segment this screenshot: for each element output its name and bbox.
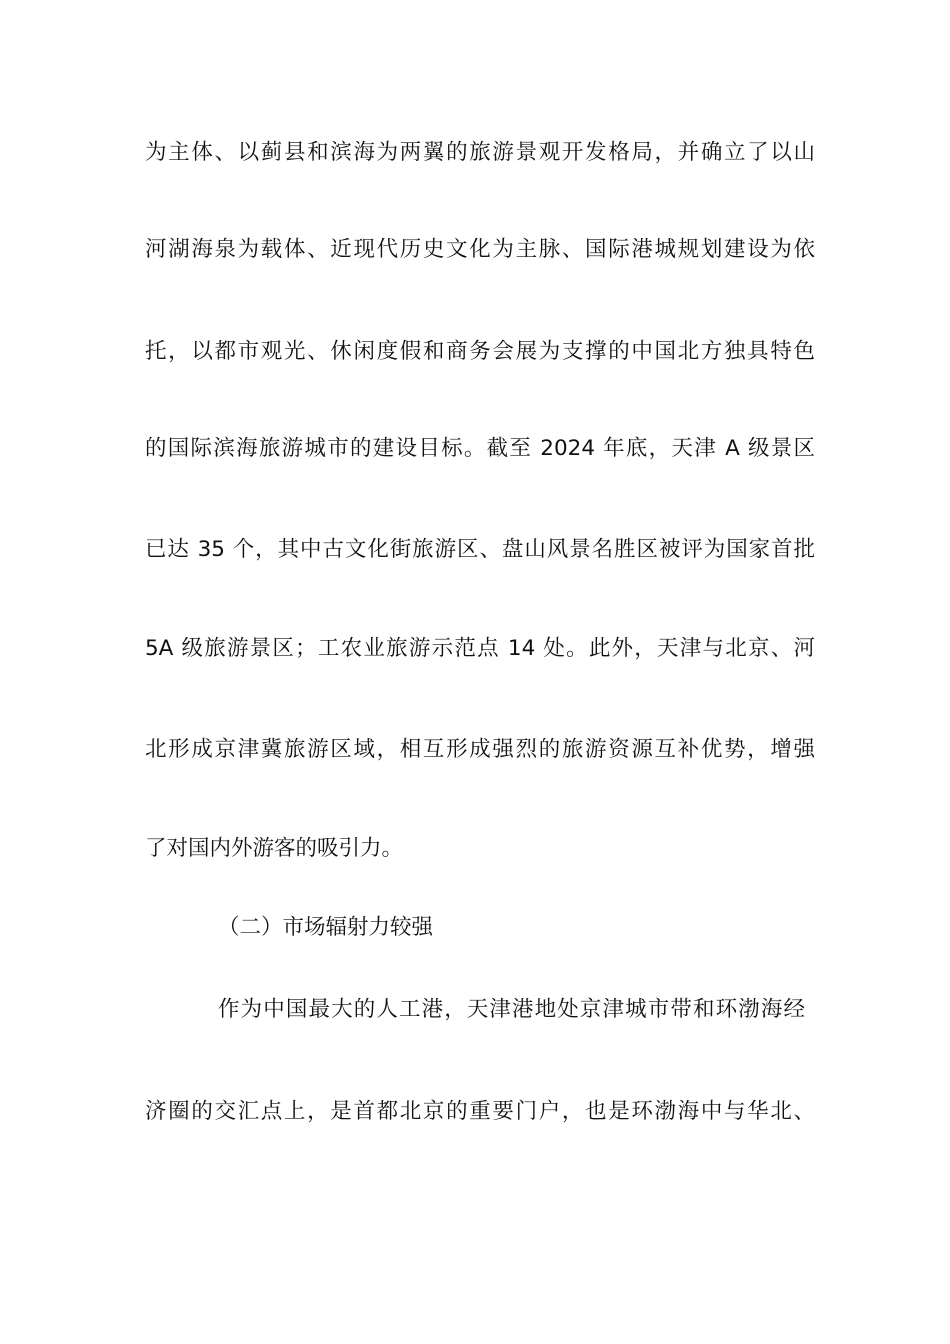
paragraph-line: 了对国内外游客的吸引力。 xyxy=(145,836,404,861)
paragraph-line: 作为中国最大的人工港，天津港地处京津城市带和环渤海经 xyxy=(218,997,805,1022)
paragraph-line: 已达 35 个，其中古文化街旅游区、盘山风景名胜区被评为国家首批 xyxy=(145,537,815,562)
section-heading: （二）市场辐射力较强 xyxy=(218,915,434,940)
paragraph-line: 托，以都市观光、休闲度假和商务会展为支撑的中国北方独具特色 xyxy=(145,339,815,364)
paragraph-line: 的国际滨海旅游城市的建设目标。截至 2024 年底，天津 A 级景区 xyxy=(145,436,815,461)
paragraph-line: 济圈的交汇点上，是首都北京的重要门户，也是环渤海中与华北、 xyxy=(145,1099,815,1124)
paragraph-line: 为主体、以蓟县和滨海为两翼的旅游景观开发格局，并确立了以山 xyxy=(145,140,815,165)
paragraph-line: 5A 级旅游景区；工农业旅游示范点 14 处。此外，天津与北京、河 xyxy=(145,636,815,661)
paragraph-line: 北形成京津冀旅游区域，相互形成强烈的旅游资源互补优势，增强 xyxy=(145,737,815,762)
paragraph-line: 河湖海泉为载体、近现代历史文化为主脉、国际港城规划建设为依 xyxy=(145,237,815,262)
